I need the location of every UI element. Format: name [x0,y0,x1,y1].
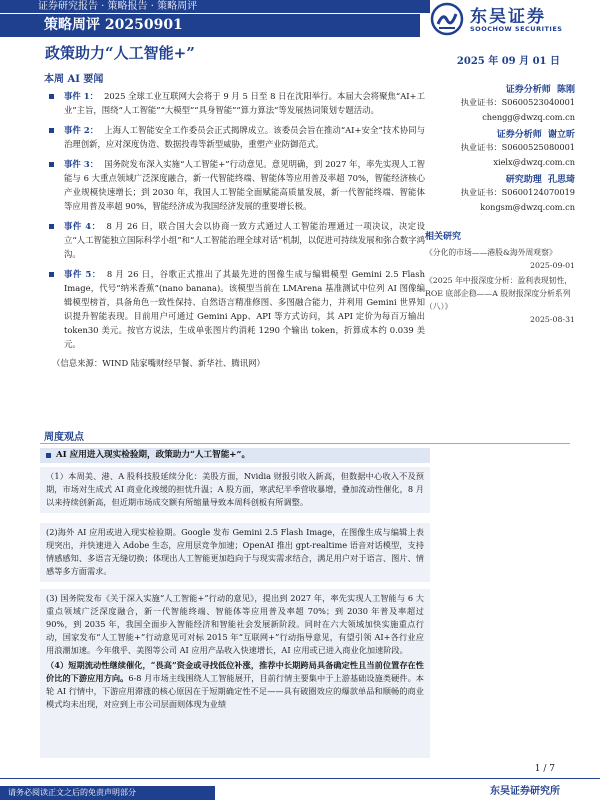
analyst-card [425,82,575,125]
weekly-views-title: 周度观点 [44,432,84,443]
license-label: 执业证书： [460,187,502,197]
report-category-strip: 证券研究报告 · 策略报告 · 策略周评 [0,0,430,13]
logo-english-name: SOOCHOW SECURITIES [470,25,563,33]
analyst-card [425,172,575,215]
related-report-date: 2025-09-01 [530,261,575,270]
report-name-bar: 策略周评 20250901 [0,14,420,37]
analyst-license: S0600525080001 [501,142,575,152]
footer-firm-name: 东吴证券研究所 [490,786,560,797]
news-event: 事件 1： 2025 全球工业互联网大会将于 9 月 5 日至 8 日在沈阳举行。本届大会将聚焦“AI+工业”主旨，围绕“人工智能”“大模型”“具身智能”“算力算法”等发展热词策划专题活动。 [48,89,425,117]
analyst-name: 孔思琦 [547,175,575,185]
license-label: 执业证书： [460,142,502,152]
ai-news-section [40,70,425,369]
analyst-license: S0600124070019 [501,187,575,197]
license-label: 执业证书： [460,97,502,107]
report-header [0,0,600,44]
views-headline: AI 应用进入现实检验期，政策助力“人工智能+”。 [40,448,430,463]
news-event: 事件 4： 8 月 26 日，联合国大会以协商一致方式通过人工智能治理通过一项决议，决定设立“人工智能独立国际科学小组”和“人工智能治理全球对话”机制，以促进可持续发展和弥合数字鸿沟。 [48,219,425,261]
logo-chinese-name: 东吴证券 [470,7,546,27]
page-number: 1 / 7 [534,764,555,774]
analyst-role: 证券分析师 [496,130,542,140]
page-title: 政策助力“人工智能+” [45,44,195,62]
news-event: 事件 3： 国务院发布深入实施“人工智能+”行动意见。意见明确，到 2027 年，率先实现人工智能与 6 大重点领域广泛深度融合，新一代智能终端、智能体等应用普及率超 70%，智能经济核心产业规模快速增长；到 2030 年，我国人工智能全面赋能高质量发展，新一代智能终端、智能体等应用普及率超 90%，智能经济成为我国经济发展的重要增长极。 [48,157,425,213]
analyst-role: 证券分析师 [505,85,551,95]
related-research-title: 相关研究 [425,232,462,242]
disclaimer-notice: 请务必阅读正文之后的免责声明部分 [0,786,215,800]
analyst-name: 谢立昕 [547,130,575,140]
view-paragraph-3: (3) 国务院发布《关于深入实施“人工智能+”行动的意见》，提出到 2027 年，率先实现人工智能与 6 大重点领域广泛深度融合，新一代智能终端、智能体等应用普及率超 70%；到 2030 年普及率超过 90%，到 2035 年，我国全面步入智能经济和智能社会发展新阶段。同时在六大领域加快实施重点行动，国家发布“人工智能+”行动意见可对标 2015 年“互联网+”行动指导意见，有望引领 AI+各行业应用浪潮加速。今年俄乎、美图等公司 AI 应用产品收入快速增长，AI 应用或已进入商业化加速阶段。 [40,589,430,661]
company-logo [428,2,598,38]
related-report-link[interactable]: 《分化的市场——港股&海外周观察》 [425,248,557,257]
analyst-email[interactable]: xielx@dwzq.com.cn [493,157,575,167]
related-report-date: 2025-08-31 [530,315,575,324]
news-event: 事件 2： 上海人工智能安全工作委员会正式揭牌成立。该委员会旨在推动“AI+安全”技术协同与治理创新，应对深度伪造、数据投毒等新型威胁，重塑产业防御范式。 [48,123,425,151]
view-paragraph-1: （1）本周美、港、A 股科技股延续分化：美股方面，Nvidia 财报引收入新高，但数据中心收入不及预期，市场对生成式 AI 商业化竣缓的担忧升温；A 股方面，寒武纪半季营收暴增，叠加流动性催化，8 月以来持续创新高，但近期市场成交额有所缩量导致本周科创板有所调整。 [40,467,430,513]
view-paragraph-4: （4）短期流动性继续催化，“畏高”资金或寻找低位补涨，推荐中长期跨局具备确定性且当前位置存在性价比的下游应用方向。6-8 月市场主线围绕人工智能展开，目前行情主要集中于上游基础设施类硬件。本轮 AI 行情中，下游应用滞涨的核心原因在于短期确定性不足——具有破圈效应的爆款单品和顺畅的商业模式均未出现，对应到上市公司层面则体现为业绩 [40,656,430,758]
analyst-email[interactable]: chengg@dwzq.com.cn [482,112,575,122]
analyst-name: 陈刚 [556,85,575,95]
related-report-link[interactable]: 《2025 年中报深度分析：盈利表现韧性，ROE 底部企稳——A 股财报深度分析系列（八）》 [425,276,573,311]
section-divider [40,443,570,444]
news-event: 事件 5： 8 月 26 日，谷歌正式推出了其最先进的图像生成与编辑模型 Gemini 2.5 Flash Image，代号“纳米香蕉”(nano banana)。该模型当前在 LMArena 基准测试中位列 AI 图像编辑模型榜首，具备角色一致性保持、自然语言精准修图、多图融合能力，并利用 Gemini 世界知识提升智能表现。目前用户可通过 Gemini App、API 等方式访问，其 API 定价为每百万输出 token30 美元。按官方说法，生成单张图片约消耗 1290 个输出 token，折算成本约 0.039 美元。 [48,267,425,351]
report-date: 2025 年 09 月 01 日 [456,56,560,67]
analyst-email[interactable]: kongsm@dwzq.com.cn [480,202,575,212]
news-source: （信息来源：WIND 陆家嘴财经早餐、新华社、腾讯网） [52,358,265,368]
sidebar [425,80,575,324]
footer-divider [0,778,600,779]
analyst-role: 研究助理 [505,175,542,185]
news-section-title: 本周 AI 要闻 [44,74,104,85]
view-paragraph-2: (2)海外 AI 应用或进入现实检验期。Google 发布 Gemini 2.5 Flash Image，在图像生成与编辑上表现突出，并快速进入 Adobe 生态，应用层竞争加速；OpenAI 推出 gpt-realtime 语音对话模型，支持情感感知、多语言无缝切换；体现出人工智能更加趋向于与现实需求结合，满足用户对于语言、图片、情感等多方面需求。 [40,523,430,582]
analyst-card [425,127,575,170]
analyst-license: S0600523040001 [501,97,575,107]
logo-mark-icon [430,2,464,36]
